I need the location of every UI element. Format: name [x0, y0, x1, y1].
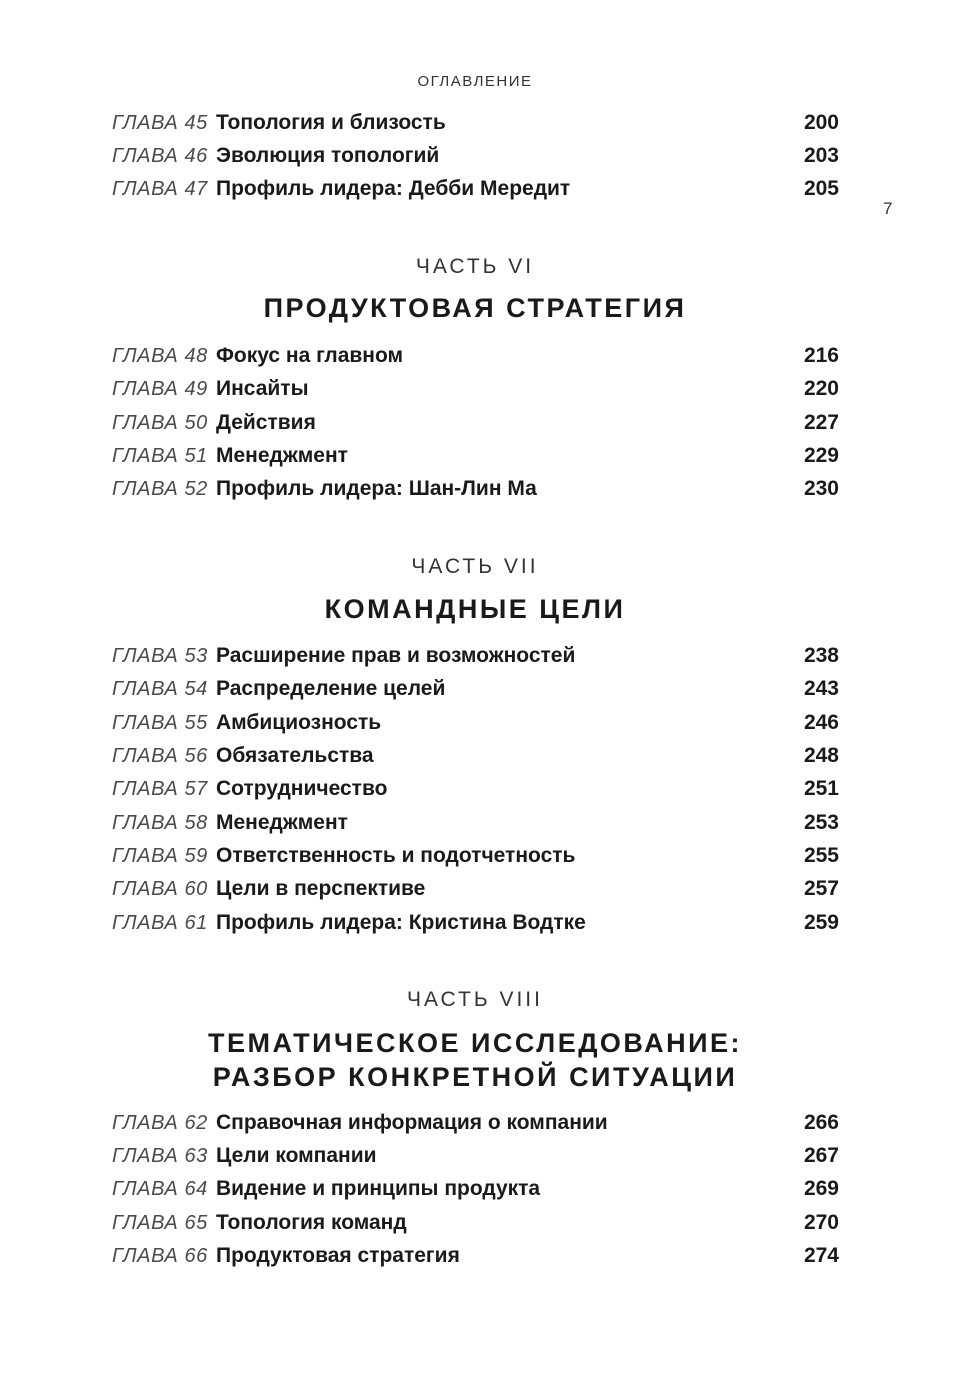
chapter-title: Профиль лидера: Дебби Мередит — [216, 177, 571, 200]
toc-entry[interactable] — [112, 375, 839, 403]
toc-entry[interactable] — [112, 142, 839, 170]
chapter-page: 259 — [803, 911, 839, 934]
chapter-page: 251 — [803, 777, 839, 800]
toc-entry[interactable] — [112, 775, 839, 803]
chapter-title: Амбициозность — [216, 711, 382, 734]
toc-entry[interactable] — [112, 109, 839, 137]
part-label: ЧАСТЬ VIII — [407, 988, 543, 1011]
chapter-title: Справочная информация о компании — [216, 1111, 608, 1134]
chapter-label: ГЛАВА 63 — [112, 1145, 208, 1167]
chapter-label: ГЛАВА 53 — [112, 645, 208, 667]
toc-entry[interactable] — [112, 1109, 839, 1137]
chapter-title: Топология и близость — [216, 111, 446, 134]
chapter-page: 274 — [803, 1244, 839, 1267]
toc-entry[interactable] — [112, 175, 839, 203]
chapter-title: Цели в перспективе — [216, 877, 426, 900]
part-title: КОМАНДНЫЕ ЦЕЛИ — [324, 594, 626, 624]
toc-entry[interactable] — [112, 342, 839, 370]
toc-entry[interactable] — [112, 1175, 839, 1203]
chapter-page: 269 — [803, 1177, 839, 1200]
running-head: ОГЛАВЛЕНИЕ — [417, 73, 533, 90]
toc-entry[interactable] — [112, 1209, 839, 1237]
chapter-label: ГЛАВА 61 — [112, 912, 208, 934]
part-label: ЧАСТЬ VI — [415, 255, 535, 278]
chapter-title: Менеджмент — [216, 811, 348, 834]
chapter-label: ГЛАВА 62 — [112, 1112, 208, 1134]
chapter-label: ГЛАВА 57 — [112, 778, 208, 800]
chapter-page: 270 — [803, 1211, 839, 1234]
toc-entry[interactable] — [112, 709, 839, 737]
chapter-title: Профиль лидера: Шан-Лин Ма — [216, 477, 537, 500]
chapter-page: 246 — [803, 711, 839, 734]
chapter-page: 266 — [803, 1111, 839, 1134]
toc-entry[interactable] — [112, 442, 839, 470]
chapter-page: 220 — [803, 377, 839, 400]
chapter-page: 253 — [803, 811, 839, 834]
chapter-label: ГЛАВА 59 — [112, 845, 208, 867]
chapter-page: 230 — [803, 477, 839, 500]
chapter-page: 227 — [803, 411, 839, 434]
chapter-title: Сотрудничество — [216, 777, 388, 800]
chapter-title: Топология команд — [216, 1211, 407, 1234]
chapter-title: Цели компании — [216, 1144, 377, 1167]
chapter-page: 248 — [803, 744, 839, 767]
chapter-title: Продуктовая стратегия — [216, 1244, 460, 1267]
part-title-line-2: РАЗБОР КОНКРЕТНОЙ СИТУАЦИИ — [212, 1062, 738, 1092]
chapter-label: ГЛАВА 51 — [112, 445, 208, 467]
chapter-label: ГЛАВА 52 — [112, 478, 208, 500]
chapter-label: ГЛАВА 48 — [112, 345, 208, 367]
chapter-page: 238 — [803, 644, 839, 667]
chapter-label: ГЛАВА 58 — [112, 812, 208, 834]
page-number: 7 — [883, 199, 893, 218]
chapter-title: Расширение прав и возможностей — [216, 644, 576, 667]
chapter-title: Эволюция топологий — [216, 144, 440, 167]
chapter-page: 255 — [803, 844, 839, 867]
chapter-label: ГЛАВА 56 — [112, 745, 208, 767]
toc-entry[interactable] — [112, 1242, 839, 1270]
chapter-page: 203 — [803, 144, 839, 167]
chapter-label: ГЛАВА 47 — [112, 178, 208, 200]
toc-entry[interactable] — [112, 1142, 839, 1170]
chapter-label: ГЛАВА 64 — [112, 1178, 208, 1200]
toc-entry[interactable] — [112, 742, 839, 770]
chapter-label: ГЛАВА 55 — [112, 712, 208, 734]
chapter-title: Фокус на главном — [216, 344, 404, 367]
chapter-label: ГЛАВА 54 — [112, 678, 208, 700]
chapter-label: ГЛАВА 45 — [112, 112, 208, 134]
chapter-title: Обязательства — [216, 744, 374, 767]
chapter-page: 243 — [803, 677, 839, 700]
chapter-title: Действия — [216, 411, 316, 434]
chapter-page: 205 — [803, 177, 839, 200]
toc-entry[interactable] — [112, 842, 839, 870]
toc-entry[interactable] — [112, 642, 839, 670]
chapter-page: 257 — [803, 877, 839, 900]
chapter-label: ГЛАВА 66 — [112, 1245, 208, 1267]
chapter-label: ГЛАВА 50 — [112, 412, 208, 434]
chapter-title: Инсайты — [216, 377, 309, 400]
toc-entry[interactable] — [112, 875, 839, 903]
chapter-page: 216 — [803, 344, 839, 367]
part-title: ПРОДУКТОВАЯ СТРАТЕГИЯ — [263, 293, 687, 323]
chapter-page: 267 — [803, 1144, 839, 1167]
chapter-page: 200 — [803, 111, 839, 134]
chapter-title: Профиль лидера: Кристина Водтке — [216, 911, 586, 934]
toc-entry[interactable] — [112, 909, 839, 937]
chapter-label: ГЛАВА 65 — [112, 1212, 208, 1234]
toc-entry[interactable] — [112, 809, 839, 837]
chapter-title: Менеджмент — [216, 444, 348, 467]
chapter-label: ГЛАВА 60 — [112, 878, 208, 900]
toc-entry[interactable] — [112, 409, 839, 437]
chapter-title: Ответственность и подотчетность — [216, 844, 576, 867]
chapter-title: Распределение целей — [216, 677, 446, 700]
toc-entry[interactable] — [112, 475, 839, 503]
part-title: ТЕМАТИЧЕСКОЕ ИССЛЕДОВАНИЕ: — [208, 1028, 742, 1058]
toc-entry[interactable] — [112, 675, 839, 703]
chapter-label: ГЛАВА 46 — [112, 145, 208, 167]
chapter-page: 229 — [803, 444, 839, 467]
part-label: ЧАСТЬ VII — [411, 555, 539, 578]
chapter-title: Видение и принципы продукта — [216, 1177, 541, 1200]
chapter-label: ГЛАВА 49 — [112, 378, 208, 400]
